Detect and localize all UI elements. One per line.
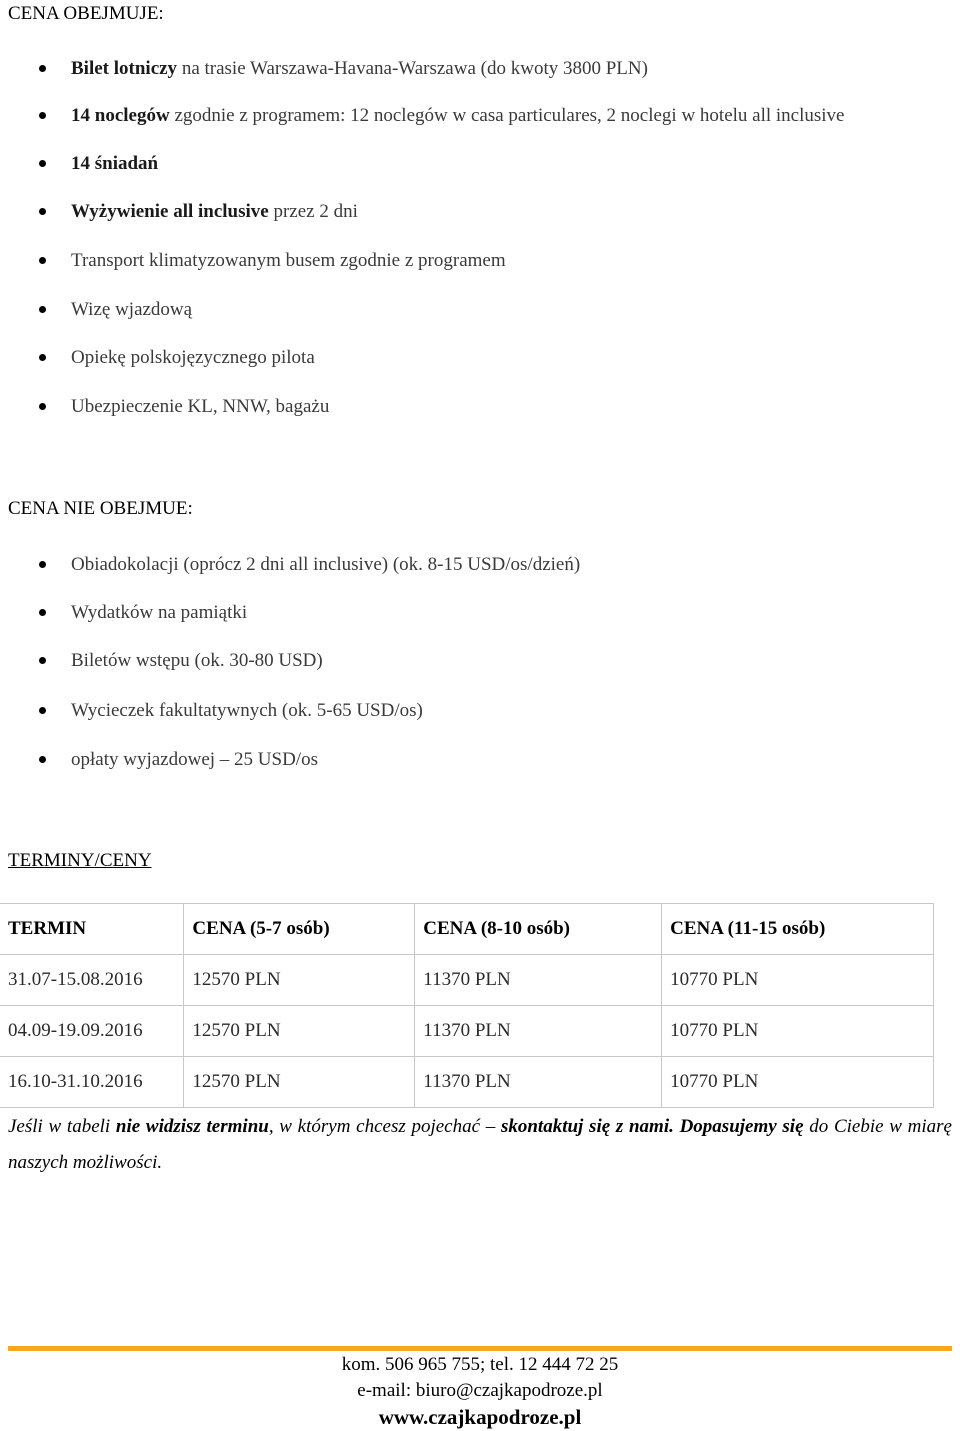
note-text: Jeśli w tabeli xyxy=(8,1116,116,1137)
table-header-cell: CENA (5-7 osób) xyxy=(184,904,415,955)
included-heading: CENA OBEJMUJE: xyxy=(8,3,164,24)
table-cell: 11370 PLN xyxy=(415,1006,662,1057)
bullet-icon xyxy=(39,756,46,763)
item-text: Wizę wjazdową xyxy=(71,299,193,320)
table-cell: 10770 PLN xyxy=(662,955,934,1006)
price-table xyxy=(0,903,934,1108)
table-header-cell: CENA (11-15 osób) xyxy=(662,904,934,955)
bullet-icon xyxy=(39,160,46,167)
table-row xyxy=(0,1057,934,1108)
item-text: zgodnie z programem: 12 noclegów w casa particulares, 2 noclegi w hotelu all inclusive xyxy=(169,105,845,126)
table-header-row xyxy=(0,904,934,955)
item-text: Wycieczek fakultatywnych (ok. 5-65 USD/os) xyxy=(71,700,423,721)
item-text: Ubezpieczenie KL, NNW, bagażu xyxy=(71,396,330,417)
bullet-icon xyxy=(39,112,46,119)
item-text: Transport klimatyzowanym busem zgodnie z programem xyxy=(71,250,506,271)
footer-divider xyxy=(8,1346,952,1351)
bullet-icon xyxy=(39,208,46,215)
bullet-icon xyxy=(39,257,46,264)
item-text: przez 2 dni xyxy=(268,201,358,222)
bullet-icon xyxy=(39,657,46,664)
note-text: do Ciebie w miarę naszych możliwości. xyxy=(8,1116,952,1173)
bullet-icon xyxy=(39,354,46,361)
table-cell: 10770 PLN xyxy=(662,1006,934,1057)
footer-website[interactable]: www.czajkapodroze.pl xyxy=(378,1405,582,1429)
table-cell: 31.07-15.08.2016 xyxy=(0,955,184,1006)
table-row xyxy=(0,955,934,1006)
table-cell: 12570 PLN xyxy=(184,1006,415,1057)
item-bold: Bilet lotniczy xyxy=(71,58,178,79)
note-bold: nie widzisz terminu xyxy=(115,1116,269,1137)
item-text: Obiadokolacji (oprócz 2 dni all inclusive) (ok. 8-15 USD/os/dzień) xyxy=(71,554,581,575)
note-text: , w którym chcesz pojechać – xyxy=(268,1116,501,1137)
dates-heading: TERMINY/CENY xyxy=(8,850,152,871)
table-cell: 12570 PLN xyxy=(184,1057,415,1108)
bullet-icon xyxy=(39,609,46,616)
contact-note xyxy=(8,1109,952,1181)
bullet-icon xyxy=(39,561,46,568)
item-text: Opiekę polskojęzycznego pilota xyxy=(71,347,315,368)
bullet-icon xyxy=(39,306,46,313)
bullet-icon xyxy=(39,65,46,72)
note-bold: skontaktuj się z nami. xyxy=(500,1116,674,1137)
excluded-heading: CENA NIE OBEJMUE: xyxy=(8,498,193,519)
table-cell: 16.10-31.10.2016 xyxy=(0,1057,184,1108)
table-row xyxy=(0,1006,934,1057)
table-cell: 11370 PLN xyxy=(415,1057,662,1108)
item-text: na trasie Warszawa-Havana-Warszawa (do kwoty 3800 PLN) xyxy=(177,58,648,79)
item-text: Biletów wstępu (ok. 30-80 USD) xyxy=(71,650,323,671)
footer-phone: kom. 506 965 755; tel. 12 444 72 25 xyxy=(341,1354,619,1375)
table-cell: 04.09-19.09.2016 xyxy=(0,1006,184,1057)
item-text: Wydatków na pamiątki xyxy=(71,602,248,623)
bullet-icon xyxy=(39,403,46,410)
table-cell: 11370 PLN xyxy=(415,955,662,1006)
item-bold: Wyżywienie all inclusive xyxy=(71,201,269,222)
item-text: opłaty wyjazdowej – 25 USD/os xyxy=(71,749,318,770)
footer-email: e-mail: biuro@czajkapodroze.pl xyxy=(357,1380,603,1401)
item-bold: 14 noclegów xyxy=(71,105,170,126)
item-bold: 14 śniadań xyxy=(71,153,159,174)
bullet-icon xyxy=(39,707,46,714)
table-cell: 12570 PLN xyxy=(184,955,415,1006)
table-header-cell: TERMIN xyxy=(0,904,184,955)
table-cell: 10770 PLN xyxy=(662,1057,934,1108)
table-header-cell: CENA (8-10 osób) xyxy=(415,904,662,955)
note-bold: Dopasujemy się xyxy=(679,1116,804,1137)
